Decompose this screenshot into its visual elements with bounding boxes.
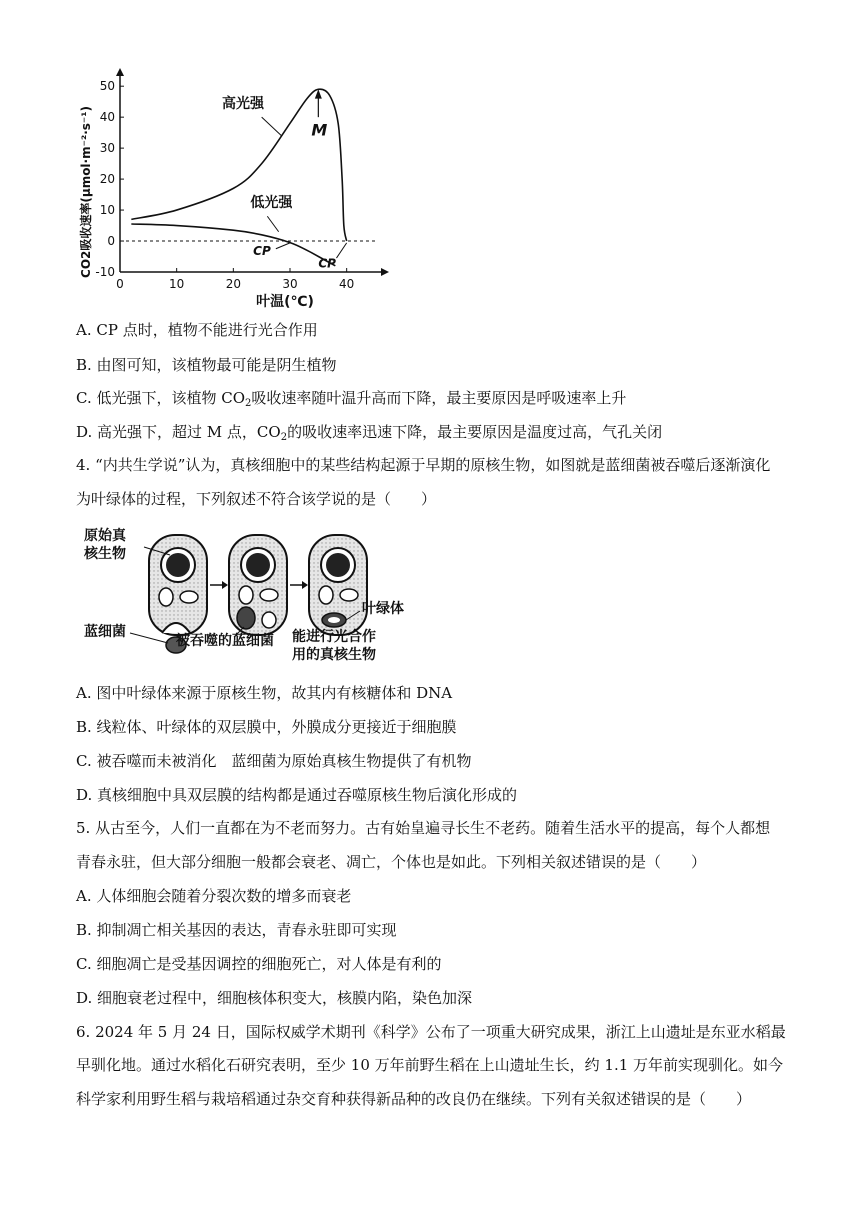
y-tick-label: 40 — [99, 110, 115, 125]
x-axis-arrow-icon — [381, 268, 389, 276]
cp-arrow-icon — [336, 243, 346, 258]
label-primitive-eukaryote-1: 原始真 — [84, 528, 126, 544]
annotation-cp-1: CP — [253, 243, 271, 258]
cell-2 — [229, 535, 287, 635]
y-tick-label: -10 — [95, 265, 115, 279]
subscript-2: 2 — [280, 432, 288, 443]
co2-uptake-chart — [70, 62, 470, 312]
x-tick-label: 0 — [116, 277, 124, 291]
q3-option-c-post: 吸收速率随叶温升高而下降，最主要原因是呼吸速率上升 — [251, 389, 627, 407]
label-cyanobacterium: 蓝细菌 — [84, 624, 126, 640]
series-label-low-light: 低光强 — [250, 194, 293, 211]
x-tick-label: 40 — [339, 277, 355, 291]
q4-option-c[interactable]: C. 被吞噬而未被消化 蓝细菌为原始真核生物提供了有机物 — [76, 752, 472, 770]
leader-line — [267, 216, 278, 231]
q6-stem-line-2: 早驯化地。通过水稻化石研究表明，至少 10 万年前野生稻在上山遗址生长，约 1.1 万年前实现驯化。如今 — [76, 1056, 784, 1074]
arrowhead-icon — [222, 581, 228, 589]
y-tick-label: 20 — [99, 172, 115, 187]
series-line-low-light — [131, 224, 335, 266]
endosymbiosis-diagram — [84, 525, 414, 675]
arrowhead-icon — [302, 581, 308, 589]
x-tick-label: 20 — [225, 277, 241, 291]
q3-option-b[interactable]: B. 由图可知，该植物最可能是阴生植物 — [76, 356, 337, 374]
q5-stem-line-1: 5. 从古至今，人们一直都在为不老而努力。古有始皇遍寻长生不老药。随着生活水平的提高，每个人都想 — [76, 819, 771, 837]
label-primitive-eukaryote-2: 核生物 — [84, 546, 126, 562]
cp-arrow-icon — [276, 243, 290, 249]
annotation-m: M — [311, 120, 328, 140]
cell-1 — [149, 535, 207, 635]
label-chloroplast: 叶绿体 — [362, 601, 404, 617]
chart-xlabel: 叶温(℃) — [256, 294, 314, 310]
q5-stem-line-2: 青春永驻，但大部分细胞一般都会衰老、凋亡，个体也是如此。下列相关叙述错误的是（ ） — [76, 853, 707, 871]
q3-option-a[interactable]: A. CP 点时，植物不能进行光合作用 — [76, 321, 318, 339]
q3-option-d-post: 的吸收速率迅速下降，最主要原因是温度过高，气孔关闭 — [287, 423, 663, 441]
chart-ylabel: CO2吸收速率(μmol·m⁻²·s⁻¹) — [79, 106, 93, 278]
q5-option-c[interactable]: C. 细胞凋亡是受基因调控的细胞死亡，对人体是有利的 — [76, 955, 442, 973]
y-tick-label: 50 — [99, 79, 115, 94]
y-tick-label: 10 — [99, 203, 115, 218]
leader-line — [262, 117, 282, 136]
annotation-cp-2: CP — [318, 256, 336, 271]
q3-option-c[interactable] — [76, 388, 626, 414]
q5-option-a[interactable]: A. 人体细胞会随着分裂次数的增多而衰老 — [76, 887, 352, 905]
q4-stem-line-2: 为叶绿体的过程，下列叙述不符合该学说的是（ ） — [76, 490, 437, 508]
q4-option-d[interactable]: D. 真核细胞中具双层膜的结构都是通过吞噬原核生物后演化形成的 — [76, 786, 518, 804]
label-photosynthetic-eukaryote-2: 用的真核生物 — [292, 647, 376, 663]
q4-option-a[interactable]: A. 图中叶绿体来源于原核生物，故其内有核糖体和 DNA — [76, 684, 453, 702]
q6-stem-line-1: 6. 2024 年 5 月 24 日，国际权威学术期刊《科学》公布了一项重大研究成果，浙江上山遗址是东亚水稻最 — [76, 1023, 786, 1041]
q3-option-d-pre: D. 高光强下，超过 M 点，CO — [76, 423, 281, 441]
cell-3 — [309, 535, 367, 635]
q5-option-b[interactable]: B. 抑制凋亡相关基因的表达，青春永驻即可实现 — [76, 921, 397, 939]
series-line-high-light — [131, 89, 346, 241]
q5-option-d[interactable]: D. 细胞衰老过程中，细胞核体积变大，核膜内陷，染色加深 — [76, 989, 473, 1007]
q4-option-b[interactable]: B. 线粒体、叶绿体的双层膜中，外膜成分更接近于细胞膜 — [76, 718, 457, 736]
y-tick-label: 0 — [107, 234, 115, 249]
y-tick-label: 30 — [99, 141, 115, 156]
label-photosynthetic-eukaryote-1: 能进行光合作 — [292, 629, 376, 645]
q3-option-d[interactable] — [76, 422, 662, 448]
label-engulfed-cyanobacterium: 被吞噬的蓝细菌 — [176, 633, 274, 649]
subscript-2: 2 — [245, 398, 252, 409]
series-label-high-light: 高光强 — [222, 95, 264, 112]
x-tick-label: 10 — [169, 277, 185, 291]
x-tick-label: 30 — [282, 277, 298, 291]
y-axis-arrow-icon — [116, 68, 124, 76]
q6-stem-line-3: 科学家利用野生稻与栽培稻通过杂交育种获得新品种的改良仍在继续。下列有关叙述错误的是（ ） — [76, 1090, 752, 1108]
q4-stem-line-1: 4. “内共生学说”认为，真核细胞中的某些结构起源于早期的原核生物，如图就是蓝细菌被吞噬后逐渐演化 — [76, 456, 771, 474]
q3-option-c-pre: C. 低光强下，该植物 CO — [76, 389, 246, 407]
